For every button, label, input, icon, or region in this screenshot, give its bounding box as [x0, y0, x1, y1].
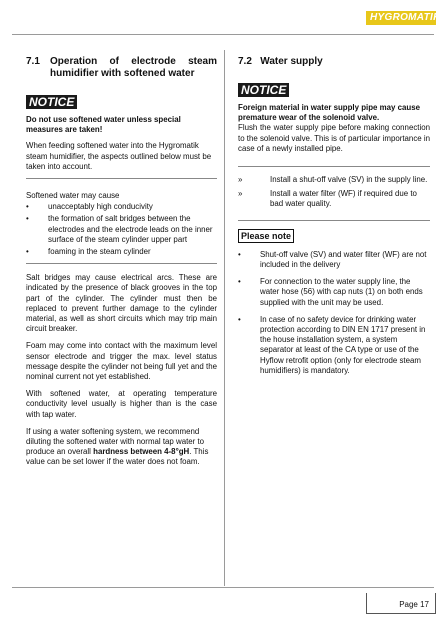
warning-text: Do not use softened water unless special measures are taken!	[26, 115, 181, 135]
header-rule	[12, 34, 434, 35]
section-heading-7-1: 7.1 Operation of electrode steam humidifier with softened water	[26, 56, 217, 79]
separator	[26, 178, 217, 179]
column-divider	[224, 50, 225, 586]
paragraph: Foam may come into contact with the maximum level sensor electrode and trigger the max. level status message despite the cylinder not being full yet and the nominal current not yet established.	[26, 341, 217, 382]
notice-badge: NOTICE	[26, 95, 77, 109]
section-heading-7-2: 7.2 Water supply	[238, 56, 323, 67]
paragraph: With softened water, at operating temperature conductivity level usually is higher than is the case with tap water.	[26, 389, 217, 419]
cause-title: Softened water may cause	[26, 191, 120, 201]
notice-badge: NOTICE	[238, 83, 289, 97]
list-item: • the formation of salt bridges between the electrodes and the electrode leads on the inner surface of the steam cylinder upper part	[26, 214, 213, 244]
footer-rule	[12, 587, 434, 588]
separator	[238, 166, 430, 167]
warning-text: Foreign material in water supply pipe may cause premature wear of the solenoid valve.	[238, 103, 420, 123]
list-item: • foaming in the steam cylinder	[26, 247, 151, 257]
list-item: » Install a shut-off valve (SV) in the supply line.	[238, 175, 428, 185]
brand-logo: HYGROMATIK	[366, 11, 436, 25]
list-item: • unacceptably high conducivity	[26, 202, 153, 212]
list-item: • Shut-off valve (SV) and water filter (WF) are not included in the delivery	[238, 249, 427, 270]
separator	[26, 263, 217, 264]
list-item: • In case of no safety device for drinking water protection according to DIN EN 1717 present in the house installation system, a system separator at least of the CA type or use of the Hyflow retrofit option (only for electrode steam humidifiers) is mandatory.	[238, 314, 426, 375]
right-column	[238, 56, 430, 376]
paragraph: If using a water softening system, we recommend diluting the softened water with normal tap water to produce an overall hardness between 4-8°gH. This value can be set lower if the water does not foam.	[26, 426, 209, 467]
intro-text: When feeding softened water into the Hygromatik steam humidifier, the aspects outlined below must be taken into account.	[26, 141, 212, 171]
list-item: » Install a water filter (WF) if required due to bad water quality.	[238, 189, 417, 209]
page-number: Page 17	[399, 600, 429, 609]
left-column	[26, 56, 217, 468]
list-item: • For connection to the water supply line, the water hose (56) with cap nuts (1) on both ends supplied with the unit may be used.	[238, 277, 423, 307]
paragraph: Salt bridges may cause electrical arcs. These are indicated by the presence of black grooves in the top part of the cylinder. The cylinder must then be replaced to prevent further damage to the cylinder material, as well as short circuits which may trip main circuit breaker.	[26, 273, 217, 334]
flush-text: Flush the water supply pipe before making connection to the solenoid valve. This is of particular importance in case of a newly installed pipe.	[238, 123, 430, 153]
separator	[238, 220, 430, 221]
please-note-label: Please note	[238, 229, 294, 243]
